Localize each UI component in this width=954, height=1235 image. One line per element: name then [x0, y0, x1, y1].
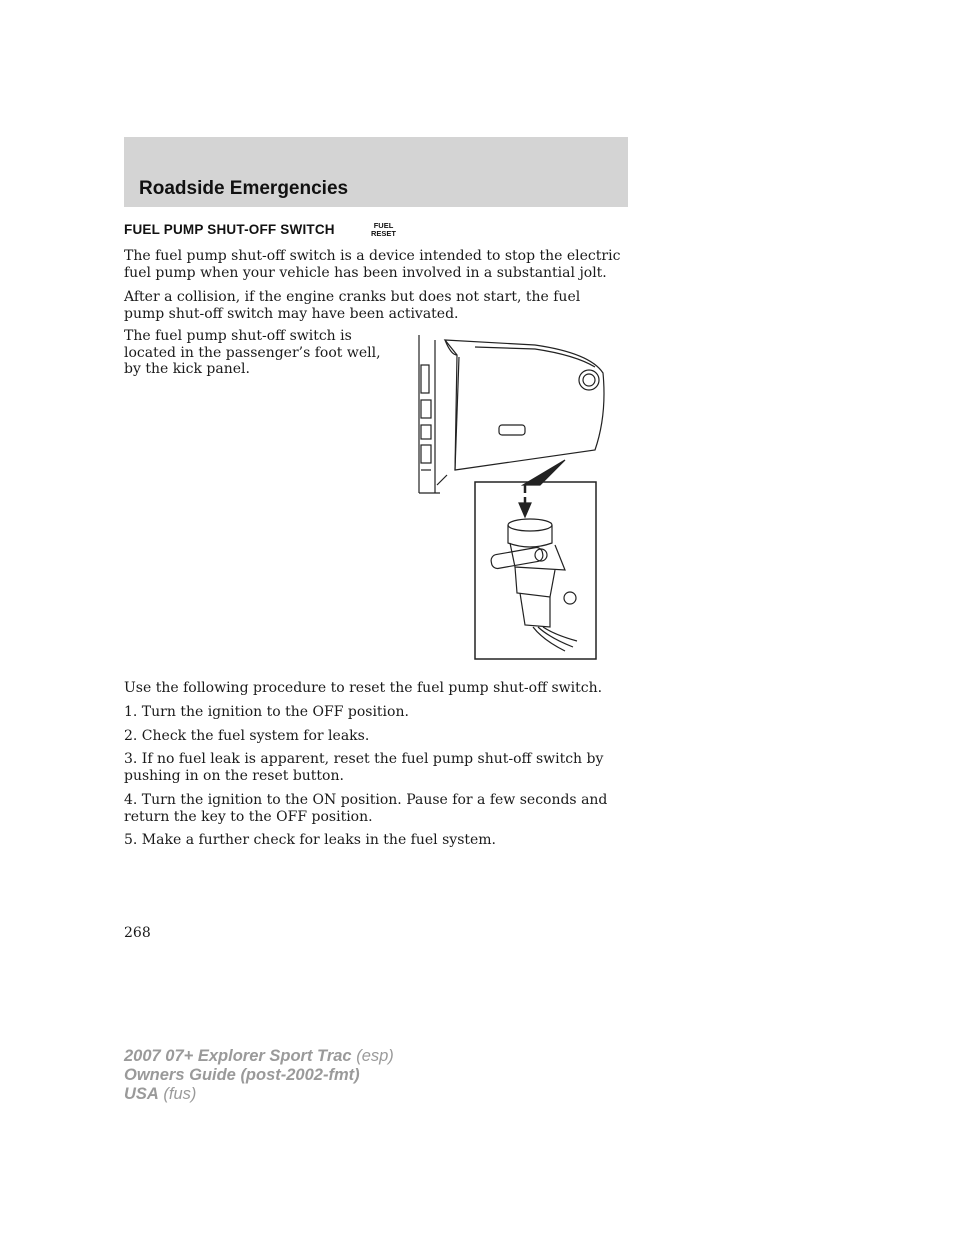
footer-market-code: (fus)	[158, 1085, 197, 1103]
fuel-reset-icon-line1: FUEL	[373, 221, 394, 230]
fuel-pump-switch-diagram	[415, 335, 610, 665]
footer-line-1	[124, 1047, 394, 1066]
footer-guide: Owners Guide (post-2002-fmt)	[124, 1066, 360, 1084]
section-title: Roadside Emergencies	[139, 178, 349, 199]
procedure-step-1: 1. Turn the ignition to the OFF position.	[124, 704, 409, 720]
article-heading: FUEL PUMP SHUT-OFF SWITCH	[124, 222, 335, 237]
intro-paragraph: The fuel pump shut-off switch is a device intended to stop the electric fuel pump when your vehicle has been involved in a substantial jolt.	[124, 248, 621, 281]
footer-line-2	[124, 1066, 394, 1085]
document-footer	[124, 1047, 394, 1104]
fuel-reset-icon-line2: RESET	[371, 229, 397, 238]
location-paragraph: The fuel pump shut-off switch is located in the passenger’s foot well, by the kick panel.	[124, 328, 381, 377]
procedure-step-3: 3. If no fuel leak is apparent, reset the fuel pump shut-off switch by pushing in on the reset button.	[124, 751, 604, 784]
footer-model: 2007 07+ Explorer Sport Trac	[124, 1047, 352, 1065]
footer-model-code: (esp)	[351, 1047, 394, 1065]
page-number: 268	[124, 925, 151, 941]
collision-paragraph: After a collision, if the engine cranks but does not start, the fuel pump shut-off switch may have been activated.	[124, 289, 581, 322]
procedure-step-4: 4. Turn the ignition to the ON position. Pause for a few seconds and return the key to the OFF position.	[124, 792, 608, 825]
procedure-step-5: 5. Make a further check for leaks in the fuel system.	[124, 832, 497, 848]
footer-market: USA	[124, 1085, 159, 1103]
fuel-reset-icon	[371, 222, 396, 238]
footer-line-3	[124, 1085, 394, 1104]
procedure-step-2: 2. Check the fuel system for leaks.	[124, 728, 370, 744]
procedure-intro: Use the following procedure to reset the fuel pump shut-off switch.	[124, 680, 603, 696]
